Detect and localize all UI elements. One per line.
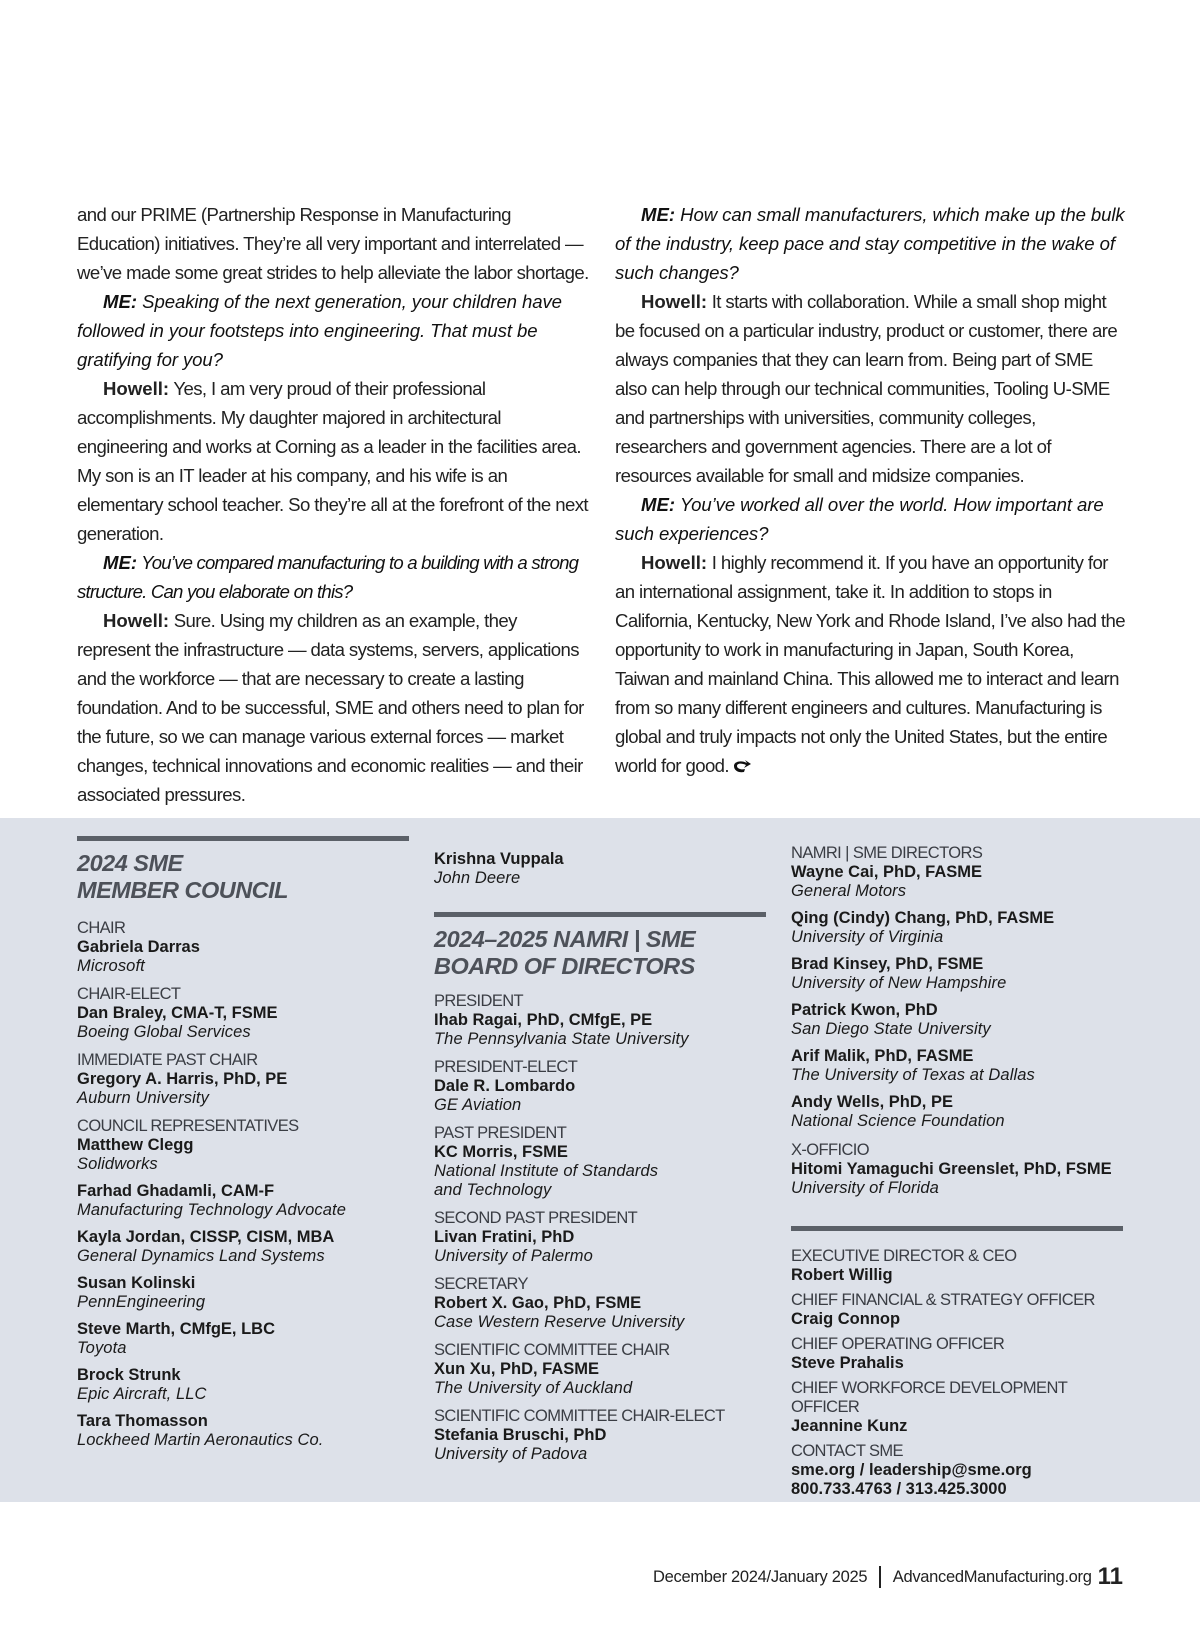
council-rep: Susan Kolinski PennEngineering	[77, 1274, 206, 1311]
scientific-chair-elect-entry: SCIENTIFIC COMMITTEE CHAIR-ELECT Stefania Bruschi, PhD University of Padova	[434, 1407, 725, 1463]
issue-date: December 2024/January 2025	[653, 1567, 868, 1586]
contact-phone: 800.733.4763 / 313.425.3000	[791, 1480, 1007, 1498]
director-entry: Patrick Kwon, PhD San Diego State University	[791, 1001, 991, 1038]
cwdo-entry: CHIEF WORKFORCE DEVELOPMENT OFFICER Jeannine Kunz	[791, 1379, 1067, 1435]
namri-directors: NAMRI | SME DIRECTORS Wayne Cai, PhD, FASME General Motors Qing (Cindy) Chang, PhD, FASME University of Virginia Brad Kinsey, PhD, FSME University of New Hampshire Patrick Kwon, PhD San Diego State University Arif Malik, PhD, FASME The University of Texas at Dallas Andy Wells, PhD, PE National Science Foundation	[791, 844, 1123, 1131]
directors-column	[791, 818, 1123, 1499]
speaker-label: Howell:	[641, 291, 708, 312]
council-rep: Tara Thomasson Lockheed Martin Aeronautics Co.	[77, 1412, 324, 1449]
question: ME: You’ve compared manufacturing to a building with a strong structure. Can you elaborate on this?	[77, 552, 579, 602]
page-footer	[653, 1562, 1123, 1592]
answer: Howell: I highly recommend it. If you have an opportunity for an international assignment, take it. In addition to stops in California, Kentucky, New York and Rhode Island, I’ve also had the opportunity to work in manufacturing in Japan, South Korea, Taiwan and mainland China. This allowed me to interact and learn from so many different engineers and cultures. Manufacturing is global and truly impacts not only the United States, but the entire world for good.	[615, 552, 1125, 776]
council-representatives: COUNCIL REPRESENTATIVES Matthew Clegg Solidworks Farhad Ghadamli, CAM-F Manufacturing Technology Advocate Kayla Jordan, CISSP, CISM, MBA General Dynamics Land Systems Susan Kolinski PennEngineering Steve Marth, CMfgE, LBC Toyota Brock Strunk Epic Aircraft, LLC Tara Thomasson Lockheed Martin Aeronautics Co.	[77, 1117, 409, 1450]
council-rep: Steve Marth, CMfgE, LBC Toyota	[77, 1320, 276, 1357]
ceo-entry: EXECUTIVE DIRECTOR & CEO Robert Willig	[791, 1247, 1017, 1284]
member-council-column	[77, 818, 409, 1460]
question: ME: How can small manufacturers, which make up the bulk of the industry, keep pace and stay competitive in the wake of such changes?	[615, 204, 1125, 283]
section-rule	[77, 836, 409, 841]
speaker-label: ME:	[103, 291, 138, 312]
director-entry: Wayne Cai, PhD, FASME General Motors	[791, 863, 983, 900]
director-entry: Qing (Cindy) Chang, PhD, FASME University of Virginia	[791, 909, 1055, 946]
question: ME: You’ve worked all over the world. How important are such experiences?	[615, 494, 1104, 544]
scientific-chair-entry: SCIENTIFIC COMMITTEE CHAIR Xun Xu, PhD, FASME The University of Auckland	[434, 1341, 670, 1397]
contact-web-email: sme.org / leadership@sme.org	[791, 1461, 1032, 1479]
president-elect-entry: PRESIDENT-ELECT Dale R. Lombardo GE Aviation	[434, 1058, 578, 1114]
board-heading: 2024–2025 NAMRI | SME BOARD OF DIRECTORS	[434, 926, 696, 979]
section-rule	[434, 912, 766, 917]
coo-entry: CHIEF OPERATING OFFICER Steve Prahalis	[791, 1335, 1005, 1372]
article-right-column	[615, 200, 1127, 780]
article-body	[77, 200, 1125, 805]
leadership-panel	[0, 818, 1200, 1502]
past-chair-entry: IMMEDIATE PAST CHAIR Gregory A. Harris, PhD, PE Auburn University	[77, 1051, 288, 1107]
contact-entry: CONTACT SME sme.org / leadership@sme.org 800.733.4763 / 313.425.3000	[791, 1442, 1123, 1499]
director-entry: Andy Wells, PhD, PE National Science Foundation	[791, 1093, 1005, 1130]
speaker-label: Howell:	[103, 378, 170, 399]
council-heading: 2024 SME MEMBER COUNCIL	[77, 850, 289, 903]
board-column	[434, 818, 766, 1473]
past-president-entry: PAST PRESIDENT KC Morris, FSME National Institute of Standards and Technology	[434, 1124, 659, 1199]
page-number: 11	[1097, 1563, 1123, 1590]
end-mark-icon	[732, 759, 752, 773]
ex-officio-entry: X-OFFICIO Hitomi Yamaguchi Greenslet, PhD, FSME University of Florida	[791, 1141, 1112, 1197]
answer: Howell: It starts with collaboration. While a small shop might be focused on a particular industry, product or customer, there are always companies that they can learn from. Being part of SME also can help through our technical communities, Tooling U-SME and partnerships with universities, community colleges, researchers and government agencies. There are a lot of resources available for small and midsize companies.	[615, 291, 1118, 486]
answer: Howell: Sure. Using my children as an example, they represent the infrastructure — data systems, servers, applications and the workforce — that are necessary to create a lasting foundation. And to be successful, SME and others need to plan for the future, so we can manage various external forces — market changes, technical innovations and economic realities — and their associated pressures.	[77, 610, 584, 805]
article-left-column	[77, 200, 589, 809]
president-entry: PRESIDENT Ihab Ragai, PhD, CMfgE, PE The Pennsylvania State University	[434, 992, 689, 1048]
speaker-label: ME:	[641, 494, 676, 515]
council-rep: Krishna Vuppala John Deere	[434, 850, 564, 887]
answer: Howell: Yes, I am very proud of their professional accomplishments. My daughter majored in architectural engineering and works at Corning as a leader in the facilities area. My son is an IT leader at his company, and his wife is an elementary school teacher. So they’re all at the forefront of the next generation.	[77, 378, 588, 544]
council-rep: Kayla Jordan, CISSP, CISM, MBA General Dynamics Land Systems	[77, 1228, 335, 1265]
speaker-label: Howell:	[641, 552, 708, 573]
director-entry: Arif Malik, PhD, FASME The University of Texas at Dallas	[791, 1047, 1035, 1084]
question: ME: Speaking of the next generation, your children have followed in your footsteps into engineering. That must be gratifying for you?	[77, 291, 562, 370]
speaker-label: ME:	[641, 204, 676, 225]
site-name: AdvancedManufacturing.org	[892, 1567, 1092, 1586]
speaker-label: Howell:	[103, 610, 170, 631]
chair-elect-entry: CHAIR-ELECT Dan Braley, CMA-T, FSME Boeing Global Services	[77, 985, 278, 1041]
second-past-president-entry: SECOND PAST PRESIDENT Livan Fratini, PhD University of Palermo	[434, 1209, 638, 1265]
council-rep: Matthew Clegg Solidworks	[77, 1136, 194, 1173]
secretary-entry: SECRETARY Robert X. Gao, PhD, FSME Case Western Reserve University	[434, 1275, 685, 1331]
paragraph: and our PRIME (Partnership Response in Manufacturing Education) initiatives. They’re all very important and interrelated — we’ve made some great strides to help alleviate the labor shortage.	[77, 204, 589, 283]
council-rep: Brock Strunk Epic Aircraft, LLC	[77, 1366, 207, 1403]
director-entry: Brad Kinsey, PhD, FSME University of New Hampshire	[791, 955, 1007, 992]
speaker-label: ME:	[103, 552, 138, 573]
council-rep: Farhad Ghadamli, CAM-F Manufacturing Technology Advocate	[77, 1182, 346, 1219]
cfo-entry: CHIEF FINANCIAL & STRATEGY OFFICER Craig Connop	[791, 1291, 1095, 1328]
chair-entry: CHAIR Gabriela Darras Microsoft	[77, 919, 200, 975]
footer-divider	[879, 1566, 881, 1588]
